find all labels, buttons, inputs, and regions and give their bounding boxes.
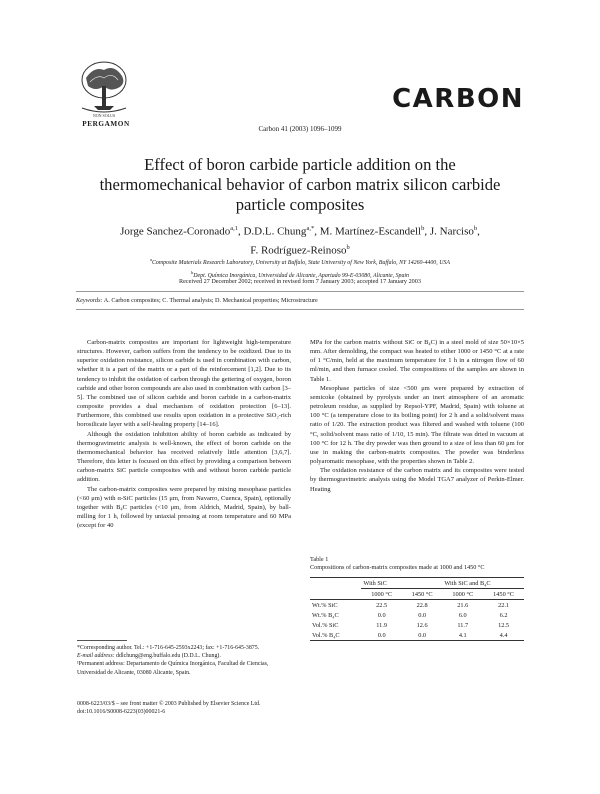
table-cell: 21.6 xyxy=(457,601,469,609)
body-paragraph: Carbon-matrix composites are important for lightweight high-temperature structures. However, carbon suffers from the tendency to be oxidized. Due to its superior oxidation resistance, silicon carbide is used in combination with carbon, whether it is a part of the matrix or a part of the reinforcement [1,2]. Due to its tendency to inhibit the oxidation of carbon through the gettering of oxygen, boron carbide and other boron compounds are also used in combination with carbon [3–5]. The combined use of silicon carbide and boron carbide in a carbon-matrix composite provides a dual mechanism of oxidation protection [6–13]. Furthermore, this combined use results upon oxidation in a protective SiO₂-rich borosilicate layer with a self-healing property [14–16]. xyxy=(77,339,291,429)
author-marker: b xyxy=(421,225,425,232)
table-cell: 0.0 xyxy=(377,611,386,619)
table-cell: 11.7 xyxy=(457,621,469,629)
table-cell: 12.6 xyxy=(416,621,428,629)
table-label: Table 1 xyxy=(310,556,329,563)
table-group-header: With SiC xyxy=(361,578,442,589)
table-row xyxy=(310,630,524,641)
table-cell: 0.0 xyxy=(418,611,427,619)
author-separator: , xyxy=(314,225,320,238)
author-name: D.D.L. Chung xyxy=(243,225,307,238)
tree-emblem-icon xyxy=(76,58,132,118)
journal-name: CARBON xyxy=(392,84,524,114)
table-column-header: 1000 °C xyxy=(442,589,483,600)
author-marker: b xyxy=(473,225,478,232)
table-cell: 11.9 xyxy=(376,621,388,629)
title-line: particle composites xyxy=(235,195,365,214)
affiliation-text: Composite Materials Research Laboratory, University at Buffalo, State University of New York, Buffalo, NY 14260-4400, USA xyxy=(151,259,450,266)
affiliation-marker: b xyxy=(191,269,194,275)
author-separator: , xyxy=(237,225,244,238)
affiliation-marker: a xyxy=(149,257,152,262)
author-list xyxy=(60,221,540,258)
page-footer xyxy=(77,700,377,716)
title-line: thermomechanical behavior of carbon matrix silicon carbide xyxy=(99,175,501,194)
footnotes xyxy=(77,644,291,677)
author-name: Jorge Sanchez-Coronado xyxy=(120,225,231,238)
body-paragraph: MPa for the carbon matrix without SiC or B₄C) in a steel mold of size 50×10×5 mm. After demolding, the compact was heated to either 1000 or 1450 °C at a rate of 1 °C/min, held at the maximum temperature for 1 h in a nitrogen flow of 60 ml/min, and then furnace cooled. The compositions of the samples are shown in Table 1. xyxy=(310,339,524,383)
table-1 xyxy=(310,556,524,641)
author-marker: b xyxy=(346,243,350,251)
table-cell: 22.5 xyxy=(376,601,388,609)
email-label: E-mail address: xyxy=(77,653,115,660)
body-column-left xyxy=(77,338,291,530)
table-column-header: 1450 °C xyxy=(402,589,442,600)
author-marker: a,* xyxy=(306,225,315,232)
divider xyxy=(76,309,524,310)
table-corner xyxy=(310,578,361,589)
row-label: Wt.% SiC xyxy=(312,601,338,609)
table-caption: Compositions of carbon-matrix composites made at 1000 and 1450 °C xyxy=(310,564,485,572)
affiliation-text: Dept. Química Inorgánica, Universidad de Alicante, Apartado 99-E-03080, Alicante, Spain xyxy=(193,272,409,279)
body-paragraph: Although the oxidation inhibition ability of boron carbide as indicated by thermogravimetric analysis is well-known, the effect of boron carbide on the thermomechanical behavior has received relatively little attention [3,6,7]. Therefore, this letter is focused on this effect by providing a comparison between carbon-matrix SiC particle composites with and without boron carbide particle addition. xyxy=(77,430,291,484)
author-name: J. Narciso xyxy=(429,225,474,238)
doi-line[interactable]: doi:10.1016/S0008-6223(03)00021-6 xyxy=(77,709,166,716)
body-paragraph: The carbon-matrix composites were prepared by mixing mesophase particles (<60 μm) with α-SiC particles (15 μm, from Navarro, Cuenca, Spain), optionally together with B₄C particles (<10 μm, from Aldrich, Madrid, Spain), by ball-milling for 1 h, followed by uniaxial pressing at room temperature and 60 MPa (except for 40 xyxy=(77,485,291,530)
table-cell: 6.2 xyxy=(499,611,508,619)
table-cell: 12.5 xyxy=(498,621,510,629)
footnote-permanent-address: ¹Permanent address: Departamento de Química Inorgánica, Facultad de Ciencias, Universidad de Alicante, 03080 Alicante, Spain. xyxy=(77,661,269,676)
table-cell: 4.4 xyxy=(483,630,524,641)
keywords-label: Keywords: xyxy=(76,297,103,304)
article-title xyxy=(60,155,540,215)
table-row xyxy=(310,600,524,611)
body-column-right xyxy=(310,338,524,494)
footnote-corresponding: *Corresponding author. Tel.: +1-716-645-2593x2243; fax: +1-716-645-3875. xyxy=(77,645,260,651)
body-paragraph: The oxidation resistance of the carbon matrix and its composites were tested by thermogravimetric analysis using the Model TGA7 analyzer of Perkin-Elmer. Heating xyxy=(310,467,524,493)
table-row xyxy=(310,620,524,630)
received-dates: Received 27 December 2002; received in revised form 7 January 2003; accepted 17 January 2003 xyxy=(179,278,421,285)
row-label: Vol.% B₄C xyxy=(310,630,361,641)
table-column-header: 1450 °C xyxy=(483,589,524,600)
keywords xyxy=(76,297,524,304)
table-column-header: 1000 °C xyxy=(361,589,401,600)
table-cell: 0.0 xyxy=(402,630,442,641)
composition-table xyxy=(310,577,524,641)
row-label: Vol.% SiC xyxy=(312,621,339,629)
author-separator: , xyxy=(424,225,430,238)
email-address[interactable]: ddlchung@eng.buffalo.edu (D.D.L. Chung). xyxy=(114,653,221,660)
publisher-logo xyxy=(76,58,132,118)
table-cell: 4.1 xyxy=(442,630,483,641)
body-paragraph: Mesophase particles of size <500 μm were prepared by extraction of semicoke (obtained by pyrolysis under an inert atmosphere of an aromatic petroleum residue, as supplied by Repsol-YPF, Madrid, Spain) with toluene at 100 °C (a temperature close to its boiling point) for 2 h and a solid/solvent mass ratio of 1/20. The extraction product was filtered and washed with toluene (100 °C, solid/solvent mass ratio of 1/10, 15 min). The filtrate was dried in vacuum at 100 °C for 12 h. The dry powder was then ground to a size of less than 60 μm for use in making the carbon-matrix composites. The powder was binderless polyaromatic mesophase, with the properties shown in Table 2. xyxy=(310,384,524,466)
row-label: Wt.% B₄C xyxy=(312,611,339,619)
table-cell: 6.0 xyxy=(458,611,467,619)
table-cell: 0.0 xyxy=(361,630,401,641)
copyright-line: 0008-6223/03/$ – see front matter © 2003 Published by Elsevier Science Ltd. xyxy=(77,701,261,707)
author-separator: , xyxy=(477,225,480,238)
author-name: F. Rodríguez-Reinoso xyxy=(250,244,347,257)
footnote-divider xyxy=(77,640,127,641)
table-cell: 22.1 xyxy=(498,601,510,609)
keywords-text: A. Carbon composites; C. Thermal analysis; D. Mechanical properties; Microstructure xyxy=(102,297,318,304)
divider xyxy=(76,291,524,292)
author-name: M. Martínez-Escandell xyxy=(319,225,422,238)
svg-text:NON SOLUS: NON SOLUS xyxy=(92,113,116,118)
author-line xyxy=(60,221,540,240)
footnote-email xyxy=(77,652,291,660)
author-marker: a,1 xyxy=(230,225,238,232)
table-row xyxy=(310,610,524,620)
affiliation xyxy=(60,255,540,268)
publisher-name: PERGAMON xyxy=(82,120,130,128)
journal-citation: Carbon 41 (2003) 1096–1099 xyxy=(258,125,342,133)
table-corner xyxy=(310,589,361,600)
title-line: Effect of boron carbide particle addition on the xyxy=(144,155,456,174)
table-cell: 22.8 xyxy=(416,601,428,609)
table-group-header: With SiC and B₄C xyxy=(442,578,524,589)
